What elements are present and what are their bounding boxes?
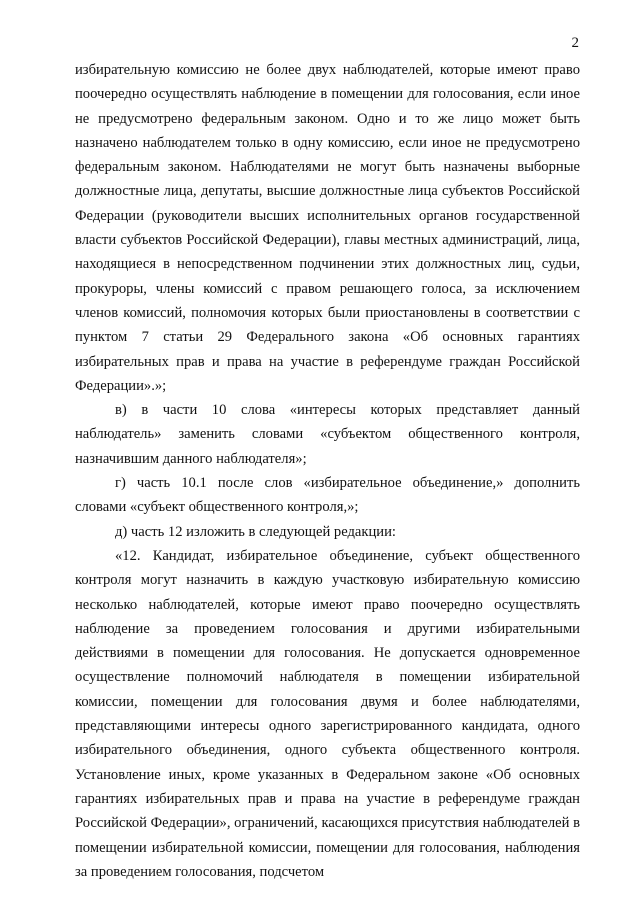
page-number: 2 <box>571 35 579 51</box>
paragraph-item-d: д) часть 12 изложить в следующей редакции: <box>115 523 396 540</box>
document-body <box>75 58 580 884</box>
paragraph-observers-restrictions: избирательную комиссию не более двух наблюдателей, которые имеют право поочередно осуществлять наблюдение в помещении для голосования, если иное не предусмотрено федеральным законом. Одно и то же лицо может быть назначено наблюдателем только в одну комиссию, если иное не предусмотрено федеральным законом. Наблюдателями не могут быть назначены выборные должностные лица, депутаты, высшие должностные лица субъектов Российской Федерации (руководители высших исполнительных органов государственной власти субъектов Российской Федерации), главы местных администраций, лица, находящиеся в непосредственном подчинении этих должностных лиц, судьи, прокуроры, члены комиссий с правом решающего голоса, за исключением членов комиссий, полномочия которых были приостановлены в соответствии с пунктом 7 статьи 29 Федерального закона «Об основных гарантиях избирательных прав и права на участие в референдуме граждан Российской Федерации».»; <box>75 62 580 394</box>
paragraph-part-12: «12. Кандидат, избирательное объединение, субъект общественного контроля могут назначить в каждую участковую избирательную комиссию несколько наблюдателей, которые имеют право поочередно осуществлять наблюдение за проведением голосования и другими избирательными действиями в помещении для голосования. Не допускается одновременное осуществление полномочий наблюдателя в помещении избирательной комиссии, помещении для голосования двумя и более наблюдателями, представляющими интересы одного зарегистрированного кандидата, одного избирательного объединения, одного субъекта общественного контроля. Установление иных, кроме указанных в Федеральном законе «Об основных гарантиях избирательных прав и права на участие в референдуме граждан Российской Федерации», ограничений, касающихся присутствия наблюдателей в помещении избирательной комиссии, помещении для голосования, наблюдения за проведением голосования, подсчетом <box>75 547 580 880</box>
paragraph-item-v: в) в части 10 слова «интересы которых представляет данный наблюдатель» заменить словами «субъектом общественного контроля, назначившим данного наблюдателя»; <box>75 402 580 467</box>
paragraph-item-g: г) часть 10.1 после слов «избирательное объединение,» дополнить словами «субъект общественного контроля,»; <box>75 475 580 516</box>
